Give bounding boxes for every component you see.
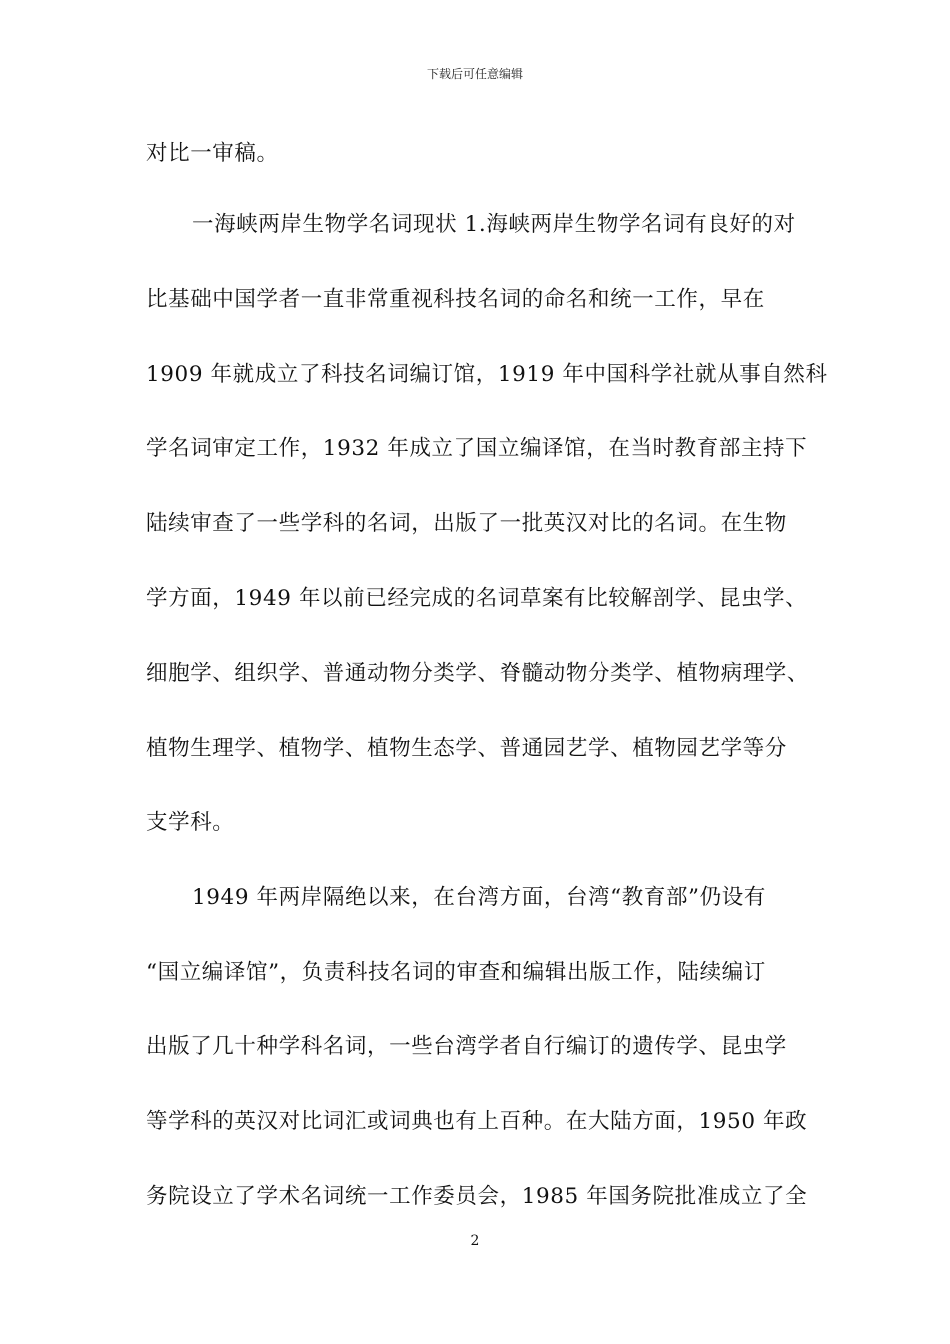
page-header: 下载后可任意编辑 [426,67,523,81]
text-line: 细胞学、组织学、普通动物分类学、脊髓动物分类学、植物病理学、 [146,661,810,686]
text-line: 1949 年两岸隔绝以来，在台湾方面，台湾“教育部”仍设有 [192,885,766,910]
text-line: 陆续审查了一些学科的名词，出版了一批英汉对比的名词。在生物 [146,511,787,536]
text-line: 学方面，1949 年以前已经完成的名词草案有比较解剖学、昆虫学、 [146,586,808,611]
text-line: 对比一审稿。 [146,141,279,166]
text-line: 务院设立了学术名词统一工作委员会，1985 年国务院批准成立了全 [146,1184,808,1209]
text-line: “国立编译馆”，负责科技名词的审查和编辑出版工作，陆续编订 [146,960,766,985]
text-line: 比基础中国学者一直非常重视科技名词的命名和统一工作，早在 [146,287,765,312]
text-line: 支学科。 [146,810,235,835]
text-line: 一海峡两岸生物学名词现状 1.海峡两岸生物学名词有良好的对 [192,212,796,237]
text-line: 学名词审定工作，1932 年成立了国立编译馆，在当时教育部主持下 [146,436,808,461]
page-number: 2 [470,1233,480,1249]
text-line: 出版了几十种学科名词，一些台湾学者自行编订的遗传学、昆虫学 [146,1034,787,1059]
text-line: 等学科的英汉对比词汇或词典也有上百种。在大陆方面，1950 年政 [146,1109,808,1134]
text-line: 植物生理学、植物学、植物生态学、普通园艺学、植物园艺学等分 [146,736,787,761]
text-line: 1909 年就成立了科技名词编订馆，1919 年中国科学社就从事自然科 [146,362,828,387]
